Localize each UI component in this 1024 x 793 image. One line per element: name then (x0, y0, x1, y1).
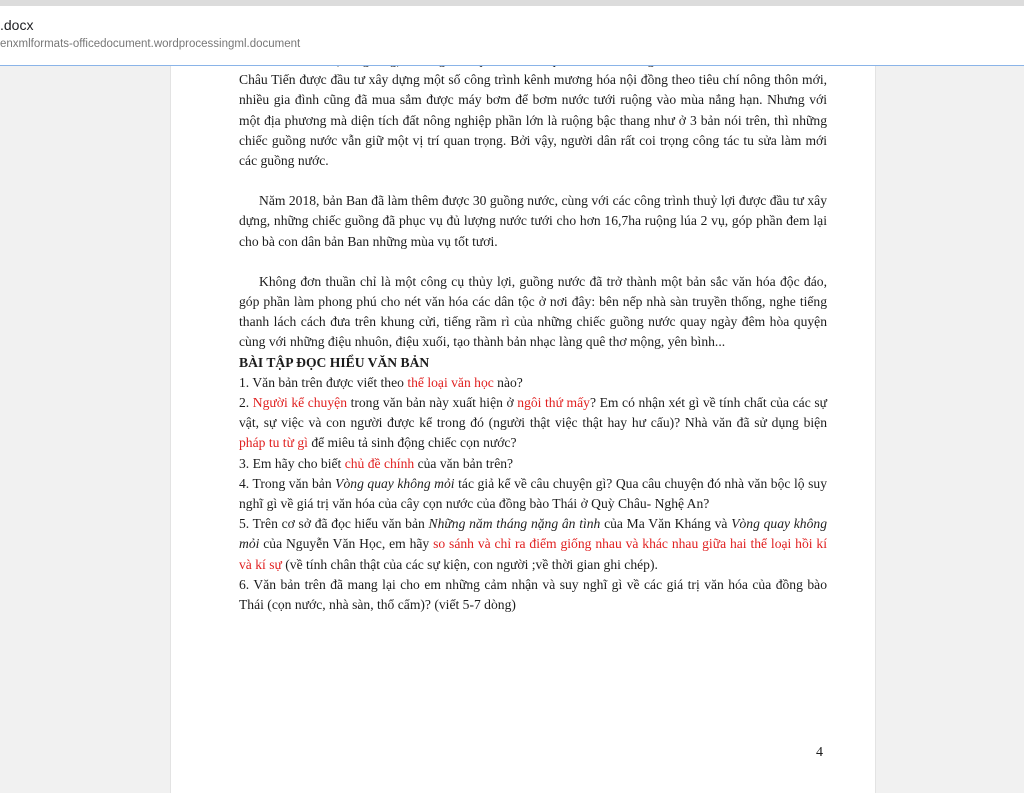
italic-title: Vòng quay không mỏi (239, 516, 827, 552)
highlight-text: so sánh và chỉ ra điểm giống nhau và khác nhau giữa hai thể loại hồi kí và kí sự (239, 536, 828, 572)
document-content (239, 50, 827, 615)
file-name: .docx (0, 17, 34, 33)
question-6: 6. Văn bản trên đã mang lại cho em những cảm nhận và suy nghĩ gì về các giá trị văn hóa của đồng bào Thái (cọn nước, nhà sàn, thổ cẩm)? (viết 5-7 dòng) (239, 576, 827, 613)
highlight-text: chủ đề chính (344, 455, 415, 471)
paragraph-3: Không đơn thuần chỉ là một công cụ thủy lợi, guồng nước đã trở thành một bản sắc văn hóa độc đáo, góp phần làm phong phú cho nét văn hóa các dân tộc ở nơi đây: bên nếp nhà sàn truyền thống, nghe tiếng thanh lách cách đưa trên khung cửi, tiếng rầm rì của những chiếc guồng nước quay ngày đêm hòa quyện cùng với những điệu nhuôn, điệu xuối, tạo thành bản nhạc làng quê thơ mộng, yên bình... (239, 273, 827, 350)
question-1: 1. Văn bản trên được viết theo thể loại văn học nào? (239, 374, 523, 390)
question-5: 5. Trên cơ sở đã đọc hiểu văn bản Những năm tháng nặng ân tình của Ma Văn Kháng và Vòng quay không mỏi của Nguyễn Văn Học, em hãy so sánh và chỉ ra điểm giống nhau và khác nhau giữa hai thể loại hồi kí và kí sự (về tính chân thật của các sự kiện, con người ;về thời gian ghi chép). (239, 516, 828, 572)
paragraph-1: Châu Tiến được đầu tư xây dựng một số công trình kênh mương hóa nội đồng theo tiêu chí nông thôn mới, nhiều gia đình cũng đã mua sắm được máy bơm để bơm nước tưới ruộng vào mùa nắng hạn. Nhưng với một địa phương mà diện tích đất nông nghiệp phần lớn là ruộng bậc thang như ở 3 bản nói trên, thì những chiếc guồng nước vẫn giữ một vị trí quan trọng. Bởi vậy, người dân rất coi trọng công tác tu sửa làm mới các guồng nước. (239, 72, 827, 169)
highlight-text: thể loại văn học (407, 374, 494, 390)
document-page (170, 0, 876, 793)
highlight-text: pháp tu từ gì (239, 435, 308, 451)
question-3: 3. Em hãy cho biết chủ đề chính của văn bản trên? (239, 455, 514, 471)
file-info-header (0, 0, 1024, 66)
highlight-text: Người kể chuyện (252, 395, 347, 411)
question-2: 2. Người kể chuyện trong văn bản này xuất hiện ở ngôi thứ mấy? Em có nhận xét gì về tính chất của các sự vật, sự việc và con người được kể trong đó (người thật việc thật hay hư cấu)? Nhà văn đã sử dụng biện pháp tu từ gì để miêu tả sinh động chiếc cọn nước? (239, 395, 827, 451)
paragraph-2: Năm 2018, bản Ban đã làm thêm được 30 guồng nước, cùng với các công trình thuỷ lợi được đầu tư xây dựng, những chiếc guồng đã phục vụ đủ lượng nước tưới cho hơn 16,7ha ruộng lúa 2 vụ, góp phần đem lại cho bà con dân bản Ban những mùa vụ tốt tươi. (239, 193, 827, 249)
file-type: enxmlformats-officedocument.wordprocessingml.document (0, 38, 301, 50)
page-number: 4 (816, 745, 823, 760)
italic-title: Những năm tháng nặng ân tình (428, 516, 601, 532)
italic-title: Vòng quay không mỏi (335, 475, 455, 491)
question-4: 4. Trong văn bản Vòng quay không mỏi tác giả kể về câu chuyện gì? Qua câu chuyện đó nhà văn bộc lộ suy nghĩ gì về giá trị văn hóa của cây cọn nước của đồng bào Thái ở Quỳ Châu- Nghệ An? (239, 475, 827, 512)
highlight-text: ngôi thứ mấy (517, 395, 590, 411)
section-title: BÀI TẬP ĐỌC HIỂU VĂN BẢN (239, 354, 430, 370)
